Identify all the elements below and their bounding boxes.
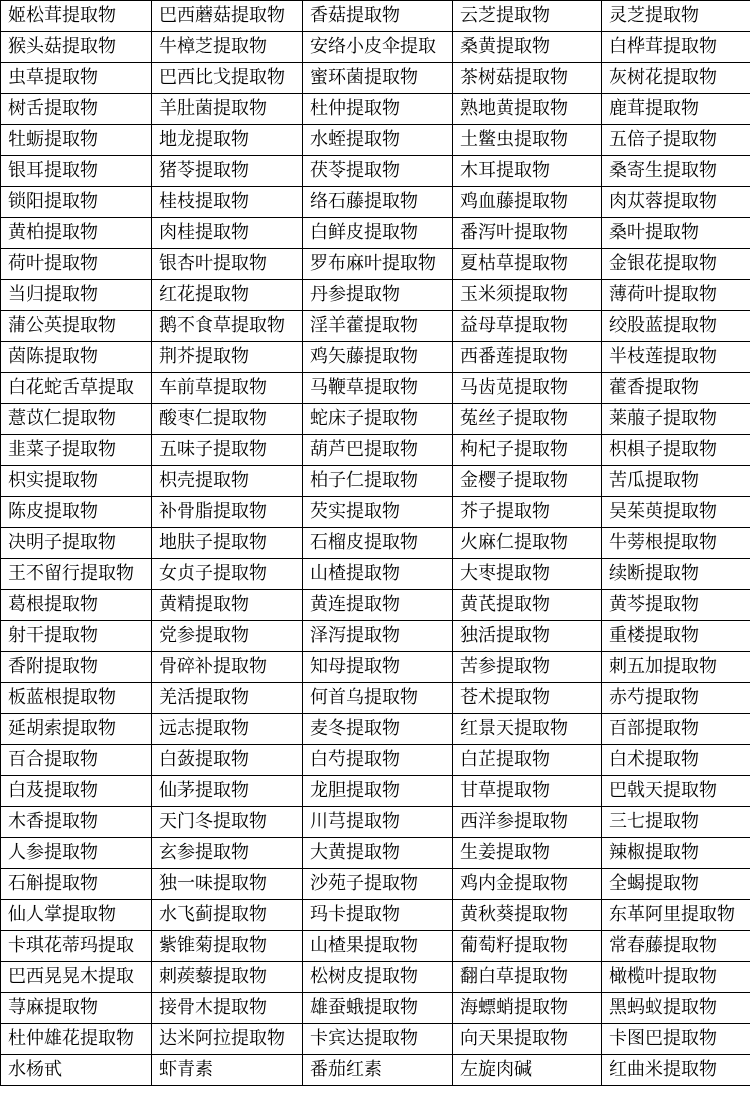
- table-cell: 牛樟芝提取物: [152, 32, 303, 63]
- table-cell: 鸡内金提取物: [453, 869, 602, 900]
- table-cell: 薏苡仁提取物: [1, 404, 152, 435]
- table-cell: 络石藤提取物: [303, 187, 453, 218]
- table-cell: 枳壳提取物: [152, 466, 303, 497]
- table-row: [1, 342, 750, 373]
- table-cell: 肉苁蓉提取物: [602, 187, 750, 218]
- table-cell: 骨碎补提取物: [152, 652, 303, 683]
- table-row: [1, 218, 750, 249]
- table-cell: 银耳提取物: [1, 156, 152, 187]
- table-cell: 刺五加提取物: [602, 652, 750, 683]
- table-cell: 仙茅提取物: [152, 776, 303, 807]
- table-cell: 黄连提取物: [303, 590, 453, 621]
- table-cell: 左旋肉碱: [453, 1055, 602, 1086]
- table-cell: 西洋参提取物: [453, 807, 602, 838]
- table-cell: 荨麻提取物: [1, 993, 152, 1024]
- table-cell: 火麻仁提取物: [453, 528, 602, 559]
- table-cell: 生姜提取物: [453, 838, 602, 869]
- table-cell: 东革阿里提取物: [602, 900, 750, 931]
- table-cell: 羌活提取物: [152, 683, 303, 714]
- table-cell: 银杏叶提取物: [152, 249, 303, 280]
- table-cell: 辣椒提取物: [602, 838, 750, 869]
- table-cell: 雄蚕蛾提取物: [303, 993, 453, 1024]
- table-cell: 苍术提取物: [453, 683, 602, 714]
- table-row: [1, 373, 750, 404]
- table-row: [1, 528, 750, 559]
- table-row: [1, 838, 750, 869]
- table-cell: 罗布麻叶提取物: [303, 249, 453, 280]
- table-cell: 吴茱萸提取物: [602, 497, 750, 528]
- table-cell: 薄荷叶提取物: [602, 280, 750, 311]
- table-cell: 莱菔子提取物: [602, 404, 750, 435]
- table-row: [1, 466, 750, 497]
- table-cell: 续断提取物: [602, 559, 750, 590]
- table-row: [1, 590, 750, 621]
- table-cell: 知母提取物: [303, 652, 453, 683]
- table-cell: 白芍提取物: [303, 745, 453, 776]
- table-row: [1, 962, 750, 993]
- table-cell: 卡宾达提取物: [303, 1024, 453, 1055]
- table-cell: 橄榄叶提取物: [602, 962, 750, 993]
- table-cell: 王不留行提取物: [1, 559, 152, 590]
- table-cell: 当归提取物: [1, 280, 152, 311]
- table-cell: 地肤子提取物: [152, 528, 303, 559]
- table-cell: 紫锥菊提取物: [152, 931, 303, 962]
- table-cell: 山楂果提取物: [303, 931, 453, 962]
- table-cell: 木香提取物: [1, 807, 152, 838]
- table-cell: 黑蚂蚁提取物: [602, 993, 750, 1024]
- table-cell: 水杨甙: [1, 1055, 152, 1086]
- table-cell: 三七提取物: [602, 807, 750, 838]
- table-cell: 芥子提取物: [453, 497, 602, 528]
- table-cell: 益母草提取物: [453, 311, 602, 342]
- table-cell: 荆芥提取物: [152, 342, 303, 373]
- table-cell: 安络小皮伞提取: [303, 32, 453, 63]
- table-cell: 土鳖虫提取物: [453, 125, 602, 156]
- table-cell: 夏枯草提取物: [453, 249, 602, 280]
- table-cell: 木耳提取物: [453, 156, 602, 187]
- table-cell: 玛卡提取物: [303, 900, 453, 931]
- table-cell: 葫芦巴提取物: [303, 435, 453, 466]
- table-row: [1, 931, 750, 962]
- table-cell: 蜜环菌提取物: [303, 63, 453, 94]
- table-row: [1, 249, 750, 280]
- table-cell: 鹿茸提取物: [602, 94, 750, 125]
- table-cell: 白术提取物: [602, 745, 750, 776]
- table-cell: 枳椇子提取物: [602, 435, 750, 466]
- table-cell: 延胡索提取物: [1, 714, 152, 745]
- table-cell: 全蝎提取物: [602, 869, 750, 900]
- table-cell: 女贞子提取物: [152, 559, 303, 590]
- table-cell: 苦参提取物: [453, 652, 602, 683]
- table-cell: 鸡血藤提取物: [453, 187, 602, 218]
- table-cell: 枸杞子提取物: [453, 435, 602, 466]
- table-cell: 猪苓提取物: [152, 156, 303, 187]
- table-row: [1, 1, 750, 32]
- table-cell: 荷叶提取物: [1, 249, 152, 280]
- table-cell: 巴西晃晃木提取: [1, 962, 152, 993]
- table-cell: 羊肚菌提取物: [152, 94, 303, 125]
- table-cell: 红花提取物: [152, 280, 303, 311]
- table-cell: 翻白草提取物: [453, 962, 602, 993]
- table-row: [1, 652, 750, 683]
- table-cell: 板蓝根提取物: [1, 683, 152, 714]
- table-cell: 桑叶提取物: [602, 218, 750, 249]
- table-cell: 补骨脂提取物: [152, 497, 303, 528]
- table-cell: 牡蛎提取物: [1, 125, 152, 156]
- table-row: [1, 497, 750, 528]
- table-row: [1, 745, 750, 776]
- table-cell: 白鲜皮提取物: [303, 218, 453, 249]
- table-cell: 杜仲雄花提取物: [1, 1024, 152, 1055]
- extract-table-body: [1, 1, 750, 1086]
- table-cell: 酸枣仁提取物: [152, 404, 303, 435]
- table-cell: 金银花提取物: [602, 249, 750, 280]
- table-cell: 茯苓提取物: [303, 156, 453, 187]
- table-row: [1, 156, 750, 187]
- table-cell: 茵陈提取物: [1, 342, 152, 373]
- table-cell: 白芷提取物: [453, 745, 602, 776]
- table-row: [1, 404, 750, 435]
- table-cell: 射干提取物: [1, 621, 152, 652]
- table-cell: 韭菜子提取物: [1, 435, 152, 466]
- table-cell: 红景天提取物: [453, 714, 602, 745]
- table-cell: 锁阳提取物: [1, 187, 152, 218]
- table-row: [1, 776, 750, 807]
- table-cell: 黄秋葵提取物: [453, 900, 602, 931]
- table-row: [1, 869, 750, 900]
- table-cell: 海螵蛸提取物: [453, 993, 602, 1024]
- table-cell: 半枝莲提取物: [602, 342, 750, 373]
- table-row: [1, 435, 750, 466]
- table-cell: 卡琪花蒂玛提取: [1, 931, 152, 962]
- table-cell: 党参提取物: [152, 621, 303, 652]
- table-cell: 地龙提取物: [152, 125, 303, 156]
- table-row: [1, 1024, 750, 1055]
- table-cell: 柏子仁提取物: [303, 466, 453, 497]
- table-row: [1, 993, 750, 1024]
- table-cell: 熟地黄提取物: [453, 94, 602, 125]
- table-cell: 独一味提取物: [152, 869, 303, 900]
- table-row: [1, 714, 750, 745]
- table-cell: 香菇提取物: [303, 1, 453, 32]
- table-cell: 仙人掌提取物: [1, 900, 152, 931]
- table-cell: 白芨提取物: [1, 776, 152, 807]
- table-cell: 石斛提取物: [1, 869, 152, 900]
- table-cell: 鸡矢藤提取物: [303, 342, 453, 373]
- table-cell: 白桦茸提取物: [602, 32, 750, 63]
- table-row: [1, 900, 750, 931]
- table-cell: 番泻叶提取物: [453, 218, 602, 249]
- table-cell: 石榴皮提取物: [303, 528, 453, 559]
- table-cell: 西番莲提取物: [453, 342, 602, 373]
- table-cell: 菟丝子提取物: [453, 404, 602, 435]
- table-row: [1, 683, 750, 714]
- table-cell: 香附提取物: [1, 652, 152, 683]
- table-cell: 黄柏提取物: [1, 218, 152, 249]
- table-cell: 桂枝提取物: [152, 187, 303, 218]
- table-cell: 蒲公英提取物: [1, 311, 152, 342]
- table-row: [1, 807, 750, 838]
- table-cell: 水蛭提取物: [303, 125, 453, 156]
- table-cell: 达米阿拉提取物: [152, 1024, 303, 1055]
- table-cell: 灵芝提取物: [602, 1, 750, 32]
- table-cell: 人参提取物: [1, 838, 152, 869]
- table-cell: 百部提取物: [602, 714, 750, 745]
- table-cell: 接骨木提取物: [152, 993, 303, 1024]
- table-cell: 大黄提取物: [303, 838, 453, 869]
- table-cell: 枳实提取物: [1, 466, 152, 497]
- table-cell: 泽泻提取物: [303, 621, 453, 652]
- table-row: [1, 125, 750, 156]
- table-cell: 独活提取物: [453, 621, 602, 652]
- table-cell: 云芝提取物: [453, 1, 602, 32]
- table-cell: 葡萄籽提取物: [453, 931, 602, 962]
- table-cell: 远志提取物: [152, 714, 303, 745]
- table-cell: 松树皮提取物: [303, 962, 453, 993]
- table-cell: 巴戟天提取物: [602, 776, 750, 807]
- table-cell: 金樱子提取物: [453, 466, 602, 497]
- table-cell: 姬松茸提取物: [1, 1, 152, 32]
- table-row: [1, 1055, 750, 1086]
- table-cell: 天门冬提取物: [152, 807, 303, 838]
- table-cell: 陈皮提取物: [1, 497, 152, 528]
- table-cell: 玉米须提取物: [453, 280, 602, 311]
- table-cell: 何首乌提取物: [303, 683, 453, 714]
- table-cell: 茶树菇提取物: [453, 63, 602, 94]
- table-cell: 向天果提取物: [453, 1024, 602, 1055]
- table-cell: 苦瓜提取物: [602, 466, 750, 497]
- table-cell: 马鞭草提取物: [303, 373, 453, 404]
- table-cell: 白花蛇舌草提取: [1, 373, 152, 404]
- table-cell: 常春藤提取物: [602, 931, 750, 962]
- table-cell: 黄芪提取物: [453, 590, 602, 621]
- table-cell: 葛根提取物: [1, 590, 152, 621]
- table-cell: 决明子提取物: [1, 528, 152, 559]
- table-cell: 芡实提取物: [303, 497, 453, 528]
- table-cell: 山楂提取物: [303, 559, 453, 590]
- table-cell: 藿香提取物: [602, 373, 750, 404]
- table-cell: 丹参提取物: [303, 280, 453, 311]
- table-cell: 番茄红素: [303, 1055, 453, 1086]
- table-cell: 猴头菇提取物: [1, 32, 152, 63]
- table-cell: 川芎提取物: [303, 807, 453, 838]
- table-cell: 牛蒡根提取物: [602, 528, 750, 559]
- table-cell: 龙胆提取物: [303, 776, 453, 807]
- table-cell: 巴西比戈提取物: [152, 63, 303, 94]
- table-cell: 白蔹提取物: [152, 745, 303, 776]
- table-row: [1, 559, 750, 590]
- table-cell: 绞股蓝提取物: [602, 311, 750, 342]
- table-cell: 玄参提取物: [152, 838, 303, 869]
- table-cell: 五倍子提取物: [602, 125, 750, 156]
- table-row: [1, 280, 750, 311]
- table-cell: 水飞蓟提取物: [152, 900, 303, 931]
- table-cell: 黄芩提取物: [602, 590, 750, 621]
- table-cell: 马齿苋提取物: [453, 373, 602, 404]
- table-cell: 重楼提取物: [602, 621, 750, 652]
- table-row: [1, 94, 750, 125]
- table-row: [1, 187, 750, 218]
- table-cell: 蛇床子提取物: [303, 404, 453, 435]
- table-row: [1, 63, 750, 94]
- table-cell: 红曲米提取物: [602, 1055, 750, 1086]
- table-cell: 虫草提取物: [1, 63, 152, 94]
- table-row: [1, 311, 750, 342]
- table-cell: 虾青素: [152, 1055, 303, 1086]
- table-cell: 树舌提取物: [1, 94, 152, 125]
- table-cell: 卡图巴提取物: [602, 1024, 750, 1055]
- table-cell: 大枣提取物: [453, 559, 602, 590]
- table-cell: 杜仲提取物: [303, 94, 453, 125]
- table-cell: 五味子提取物: [152, 435, 303, 466]
- table-cell: 沙苑子提取物: [303, 869, 453, 900]
- table-row: [1, 621, 750, 652]
- table-cell: 甘草提取物: [453, 776, 602, 807]
- table-cell: 刺蒺藜提取物: [152, 962, 303, 993]
- table-cell: 巴西蘑菇提取物: [152, 1, 303, 32]
- table-cell: 赤芍提取物: [602, 683, 750, 714]
- table-cell: 灰树花提取物: [602, 63, 750, 94]
- table-cell: 黄精提取物: [152, 590, 303, 621]
- table-row: [1, 32, 750, 63]
- table-cell: 桑黄提取物: [453, 32, 602, 63]
- table-cell: 鹅不食草提取物: [152, 311, 303, 342]
- table-cell: 肉桂提取物: [152, 218, 303, 249]
- table-cell: 淫羊藿提取物: [303, 311, 453, 342]
- table-cell: 麦冬提取物: [303, 714, 453, 745]
- table-cell: 车前草提取物: [152, 373, 303, 404]
- table-cell: 百合提取物: [1, 745, 152, 776]
- table-cell: 桑寄生提取物: [602, 156, 750, 187]
